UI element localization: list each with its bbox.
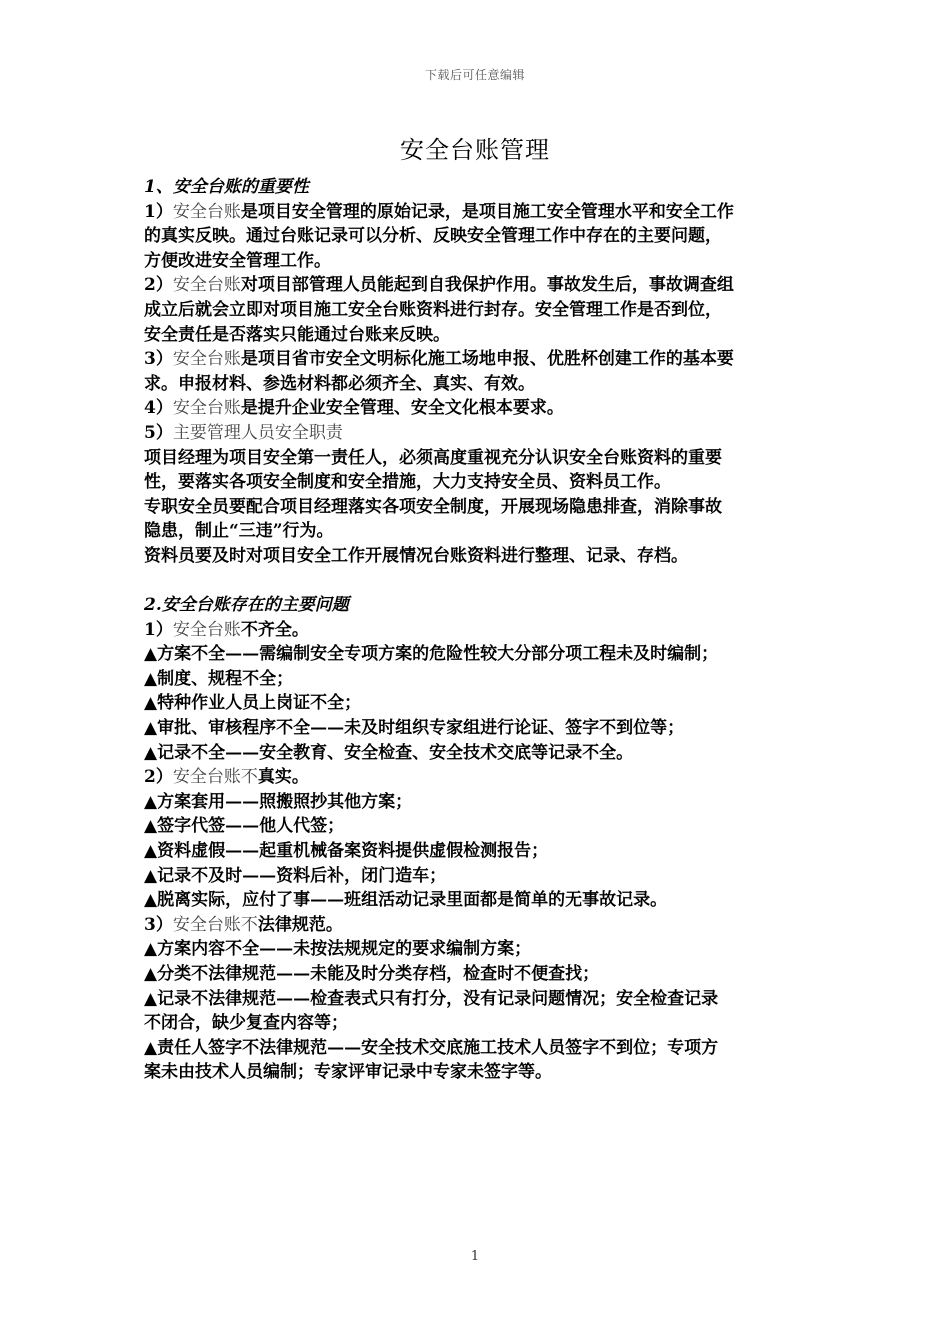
item-number: 3） [144,349,173,370]
list-item: ▲审批、审核程序不全——未及时组织专家组进行论证、签字不到位等； [144,718,685,739]
keyword: 安全台账不 [172,914,258,935]
paragraph-line: 安全责任是否落实只能通过台账来反映。 [144,324,450,345]
item-number: 4） [144,398,173,419]
subheading-tail: 法律规范。 [257,914,343,935]
subheading [144,765,809,790]
list-item [144,987,809,1036]
item-number: 2） [144,767,173,788]
paragraph [144,347,809,396]
list-item-line: ▲记录不法律规范——检查表式只有打分，没有记录问题情况；安全检查记录 [144,988,719,1009]
item-number: 1） [144,619,173,640]
list-item-line: ▲责任人签字不法律规范——安全技术交底施工技术人员签字不到位；专项方 [144,1037,719,1058]
list-item: ▲分类不法律规范——未能及时分类存档，检查时不便查找； [144,964,600,984]
paragraph-line: 是项目安全管理的原始记录，是项目施工安全管理水平和安全工作 [240,201,734,222]
section-heading: 2.安全台账存在的主要问题 [144,595,349,616]
document-body [144,175,809,1085]
paragraph [144,446,809,495]
document-title: 安全台账管理 [400,136,550,164]
paragraph-line: 对项目部管理人员能起到自我保护作用。事故发生后，事故调查组 [240,275,734,296]
list-item: ▲记录不及时——资料后补，闭门造车； [144,865,447,886]
paragraph-line: 是项目省市安全文明标化施工场地申报、优胜杯创建工作的基本要 [240,349,734,370]
paragraph [144,200,809,274]
list-item: ▲方案内容不全——未按法规规定的要求编制方案； [144,939,532,960]
list-item [144,1036,809,1085]
paragraph-line: 成立后就会立即对项目施工安全台账资料进行封存。安全管理工作是否到位， [144,299,722,320]
paragraph-line: 性，要落实各项安全制度和安全措施，大力支持安全员、资料员工作。 [144,472,671,493]
item-number: 3） [144,914,173,935]
list-item: ▲制度、规程不全； [144,668,294,689]
keyword: 安全台账 [172,275,241,296]
list-item: ▲记录不全——安全教育、安全检查、安全技术交底等记录不全。 [144,742,634,763]
keyword: 安全台账不 [172,767,258,788]
paragraph-line: 隐患，制止“三违”行为。 [144,521,334,542]
keyword: 安全台账 [172,398,241,419]
subheading [144,913,809,938]
paragraph-line: 求。申报材料、参选材料都必须齐全、真实、有效。 [144,373,535,394]
list-item: ▲方案套用——照搬照抄其他方案； [144,791,413,812]
keyword: 安全台账 [172,201,241,222]
spacer [144,569,809,594]
list-item-line: 案未由技术人员编制；专家评审记录中专家未签字等。 [144,1062,552,1083]
paragraph [144,396,809,421]
subheading-tail: 不齐全。 [240,619,309,640]
paragraph-line: 资料员要及时对项目安全工作开展情况台账资料进行整理、记录、存档。 [144,545,688,566]
paragraph-line: 的真实反映。通过台账记录可以分析、反映安全管理工作中存在的主要问题， [144,226,722,247]
list-item: ▲脱离实际，应付了事——班组活动记录里面都是简单的无事故记录。 [144,890,668,911]
paragraph [144,273,809,347]
subheading [144,618,809,643]
paragraph-line: 专职安全员要配合项目经理落实各项安全制度，开展现场隐患排查，消除事故 [144,496,722,517]
paragraph-line: 方便改进安全管理工作。 [144,250,331,271]
keyword: 主要管理人员安全职责 [172,422,343,443]
item-number: 1） [144,201,173,222]
item-number: 5） [144,422,173,443]
list-item-line: 不闭合，缺少复查内容等； [144,1013,348,1034]
subheading-tail: 真实。 [257,767,309,788]
list-item: ▲资料虚假——起重机械备案资料提供虚假检测报告； [144,841,549,862]
paragraph-line: 项目经理为项目安全第一责任人，必须高度重视充分认识安全台账资料的重要 [144,447,722,468]
paragraph [144,495,809,544]
list-item: ▲方案不全——需编制安全专项方案的危险性较大分部分项工程未及时编制； [144,644,719,665]
paragraph [144,421,809,446]
list-item: ▲特种作业人员上岗证不全； [144,693,362,714]
section-heading: 1、安全台账的重要性 [144,177,309,197]
keyword: 安全台账 [172,619,241,640]
page-number: 1 [470,1249,480,1264]
paragraph-line: 是提升企业安全管理、安全文化根本要求。 [240,398,564,419]
item-number: 2） [144,275,173,296]
keyword: 安全台账 [172,349,241,370]
page-header: 下载后可任意编辑 [424,68,525,82]
list-item: ▲签字代签——他人代签； [144,816,345,837]
